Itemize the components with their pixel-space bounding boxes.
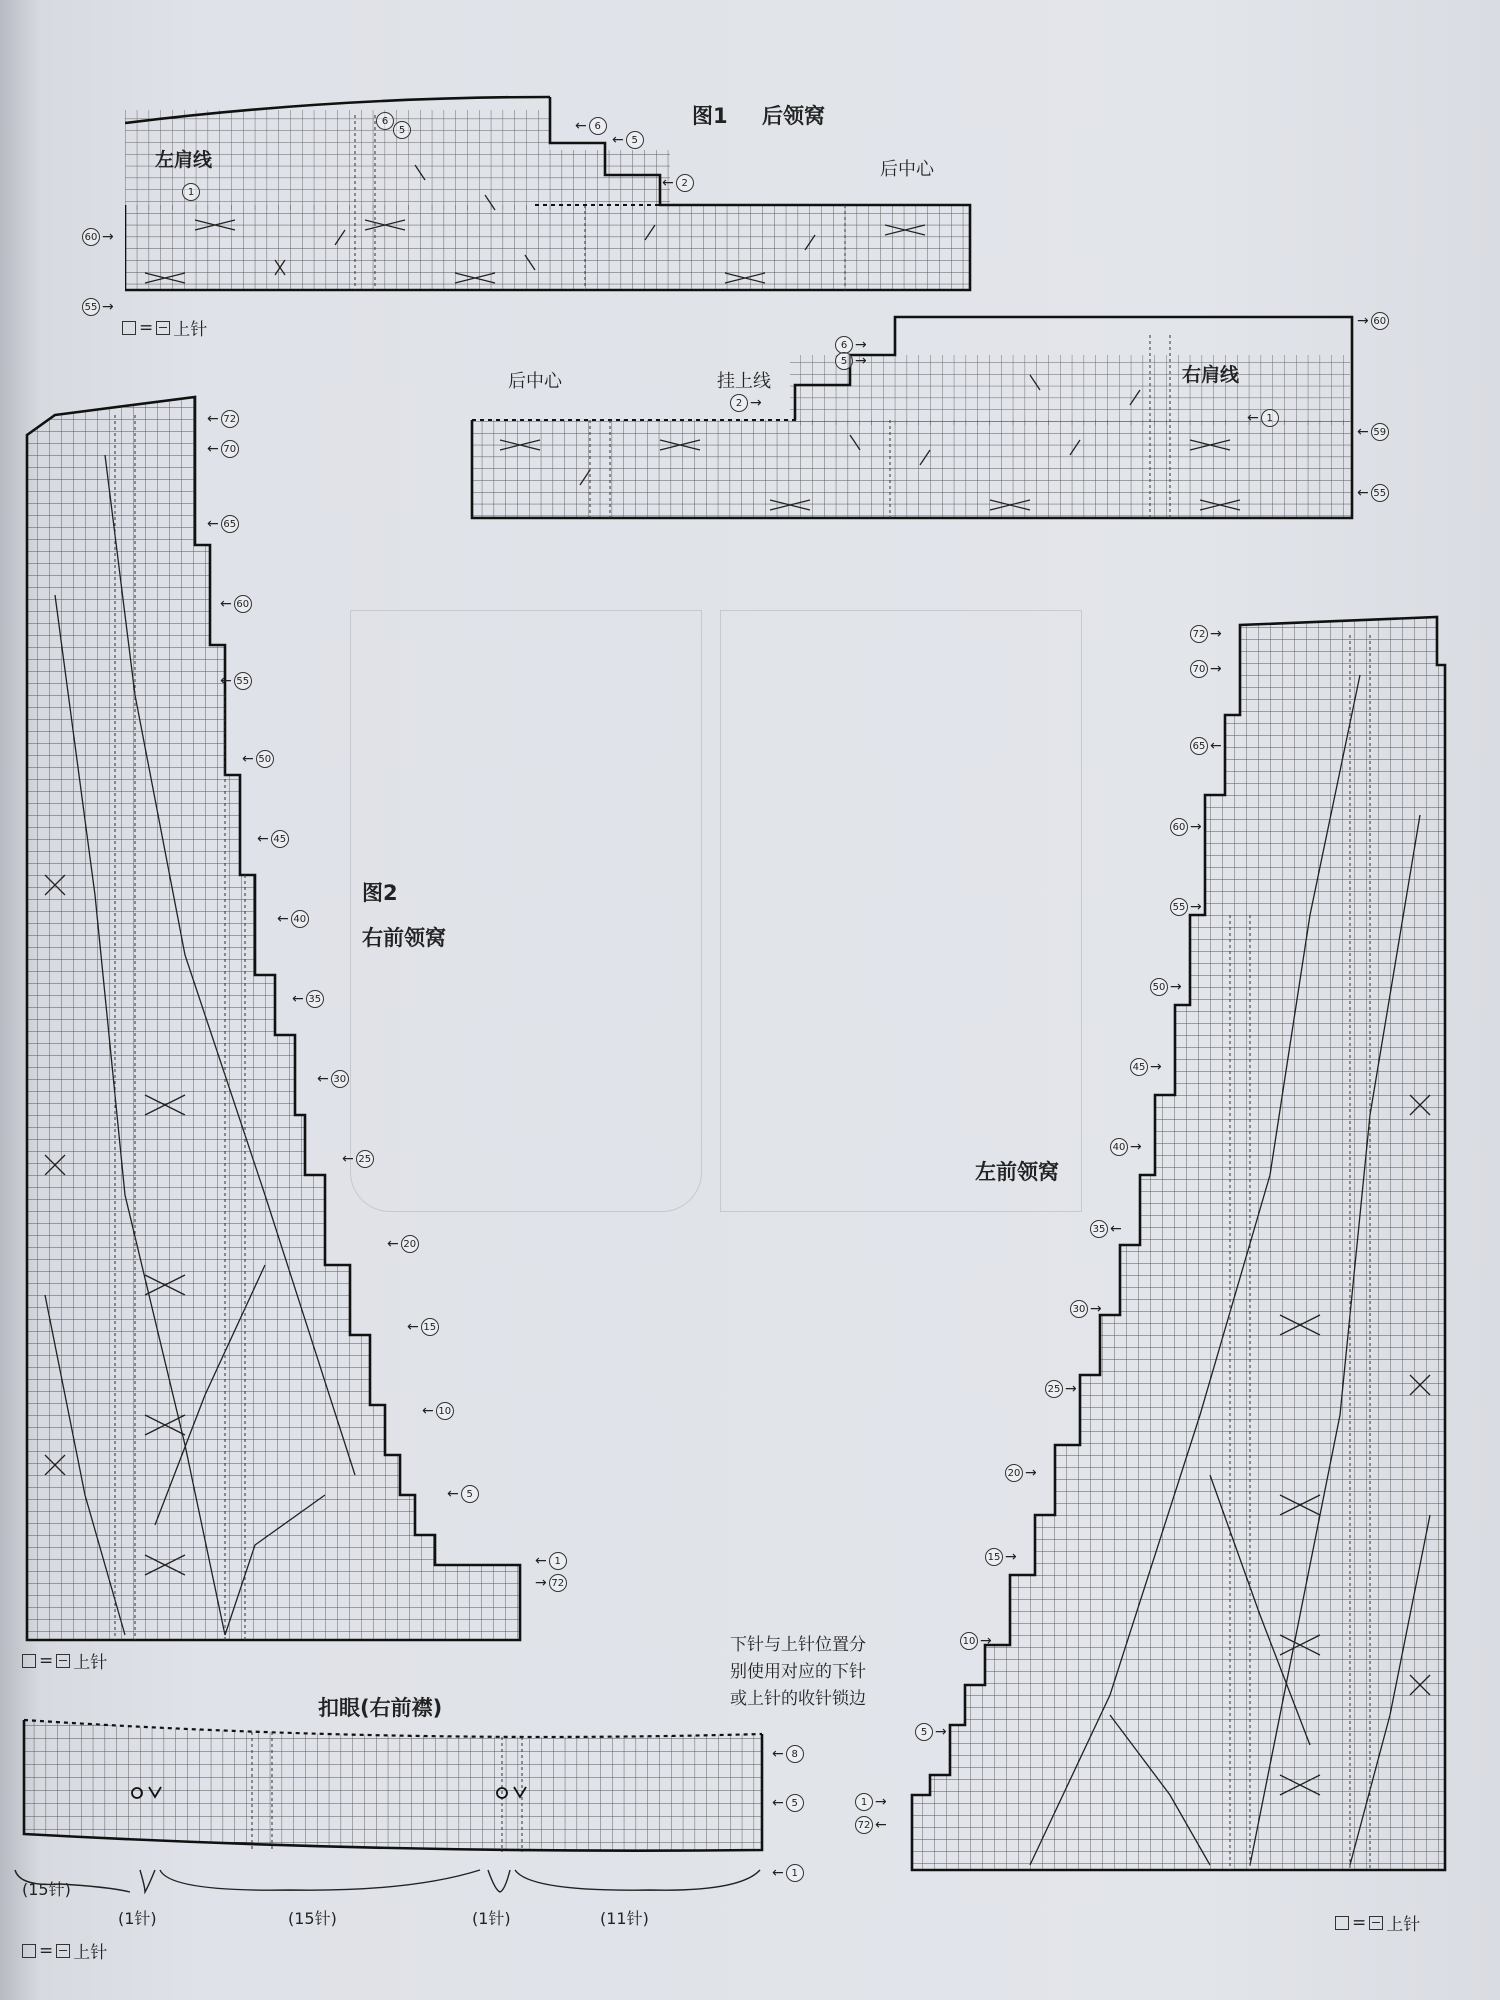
fig2-right-row-35: ← 35	[290, 990, 324, 1008]
fig1-left-row-55: 55 →	[82, 298, 116, 316]
fig2-right-row-10: ← 10	[420, 1402, 454, 1420]
buttonhole-row-1: ← 1	[770, 1864, 804, 1882]
buttonhole-width-4: (1针)	[472, 1909, 511, 1928]
fig1-right-row-1: ← 1	[1245, 409, 1279, 427]
fig1-right-grid	[470, 315, 1360, 525]
fig2-left-row-5: 5 →	[915, 1723, 949, 1741]
fig2-right-row-70: ← 70	[205, 440, 239, 458]
fig2-left-row-35: 35 ←	[1090, 1220, 1124, 1238]
fig2-right-row-60: ← 60	[218, 595, 252, 613]
fig2-right-row-1: ← 1	[533, 1552, 567, 1570]
fig2-left-row-30: 30 →	[1070, 1300, 1104, 1318]
fig2-left-row-10: 10 →	[960, 1632, 994, 1650]
fig2-left-row-45: 45 →	[1130, 1058, 1164, 1076]
fig1-left-row-6b: ← 6	[573, 117, 607, 135]
purl-square-icon	[56, 1944, 70, 1958]
fig2-left-row-70: 70 →	[1190, 660, 1224, 678]
fig1-left-row-6: 6	[376, 112, 394, 130]
buttonhole-width-1: (15针)	[22, 1880, 71, 1899]
fig1-left-row-5b: ← 5	[610, 131, 644, 149]
fig2-title: 图2	[362, 881, 398, 905]
fig1-left-row-60: 60 →	[82, 228, 116, 246]
purl-square-icon	[156, 321, 170, 335]
fig2-left-row-40: 40 →	[1110, 1138, 1144, 1156]
fig1-title: 图1	[692, 104, 728, 128]
fig2-left-row-15: 15 →	[985, 1548, 1019, 1566]
fig1-left-row-2: ← 2	[660, 174, 694, 192]
fig2-left-row-25: 25 →	[1045, 1380, 1079, 1398]
fig2-left-row-1: 1 →	[855, 1793, 889, 1811]
fig2-legend: = 上针	[22, 1648, 107, 1673]
fig2-right-row-50: ← 50	[240, 750, 274, 768]
buttonhole-title: 扣眼(右前襟)	[318, 1696, 443, 1720]
knit-square-icon	[122, 321, 136, 335]
fig2-left-row-50: 50 →	[1150, 978, 1184, 996]
fig2-right-row-5: ← 5	[445, 1485, 479, 1503]
fig1-right-shoulder-label: 右肩线	[1182, 364, 1240, 386]
fig2-right-row-45: ← 45	[255, 830, 289, 848]
fig2-right-row-72: ← 72	[205, 410, 239, 428]
fig2-left-row-55: 55 →	[1170, 898, 1204, 916]
fig2-right-row-25: ← 25	[340, 1150, 374, 1168]
fig2-right-row-20: ← 20	[385, 1235, 419, 1253]
fig2-right-caption: 右前领窝	[362, 926, 446, 950]
fig2-right-row-55: ← 55	[218, 672, 252, 690]
fig2-right-row-15: ← 15	[405, 1318, 439, 1336]
buttonhole-width-brackets	[10, 1862, 770, 1912]
fig1-right-row-55: ← 55	[1355, 484, 1389, 502]
fig2-left-row-72b: 72 ←	[855, 1816, 889, 1834]
buttonhole-row-5: ← 5	[770, 1794, 804, 1812]
fig2-left-row-65: 65 ←	[1190, 737, 1224, 755]
buttonhole-note: 下针与上针位置分 别使用对应的下针 或上针的收针锁边	[730, 1635, 866, 1709]
fig2-left-legend: = 上针	[1335, 1910, 1420, 1935]
fig2-right-row-65: ← 65	[205, 515, 239, 533]
fig1-left-chart	[125, 95, 975, 295]
fig2-left-row-60: 60 →	[1170, 818, 1204, 836]
buttonhole-legend: = 上针	[22, 1938, 107, 1963]
fig1-right-row-2: 2 →	[730, 394, 764, 412]
fig1-right-row-6: 6 →	[835, 336, 869, 354]
fig1-legend: = 上针	[122, 315, 207, 340]
buttonhole-chart	[22, 1712, 772, 1862]
fig1-right-row-60: → 60	[1355, 312, 1389, 330]
buttonhole-width-3: (15针)	[288, 1909, 337, 1928]
fig1-left-row-1: 1	[182, 183, 200, 201]
fig1-left-row-5: 5	[393, 121, 411, 139]
fig2-left-grid	[910, 615, 1450, 1875]
fig1-back-center-top: 后中心	[880, 159, 934, 180]
fig1-right-chart	[470, 315, 1360, 525]
fig2-left-caption: 左前领窝	[975, 1160, 1059, 1184]
fig1-left-grid	[125, 95, 975, 295]
knit-square-icon	[22, 1944, 36, 1958]
purl-square-icon	[56, 1654, 70, 1668]
fig2-left-row-20: 20 →	[1005, 1464, 1039, 1482]
fig2-right-row-72b: → 72	[533, 1574, 567, 1592]
fig2-right-grid	[25, 395, 525, 1645]
knit-square-icon	[1335, 1916, 1349, 1930]
fig1-pickup-label: 挂上线	[717, 371, 771, 392]
fig1-right-row-59: ← 59	[1355, 423, 1389, 441]
fig1-subtitle: 后领窝	[762, 104, 825, 128]
knit-square-icon	[22, 1654, 36, 1668]
fig1-left-shoulder-label: 左肩线	[155, 149, 213, 171]
buttonhole-width-2: (1针)	[118, 1909, 157, 1928]
fig1-right-row-5: 5 →	[835, 352, 869, 370]
fig2-left-row-72: 72 →	[1190, 625, 1224, 643]
fig2-right-row-30: ← 30	[315, 1070, 349, 1088]
buttonhole-row-8: ← 8	[770, 1745, 804, 1763]
purl-square-icon	[1369, 1916, 1383, 1930]
fig2-right-chart	[25, 395, 525, 1645]
fig2-left-chart	[910, 615, 1450, 1875]
fig2-right-row-40: ← 40	[275, 910, 309, 928]
buttonhole-width-5: (11针)	[600, 1909, 649, 1928]
buttonhole-grid	[22, 1712, 772, 1862]
fig1-back-center-bottom: 后中心	[508, 371, 562, 392]
